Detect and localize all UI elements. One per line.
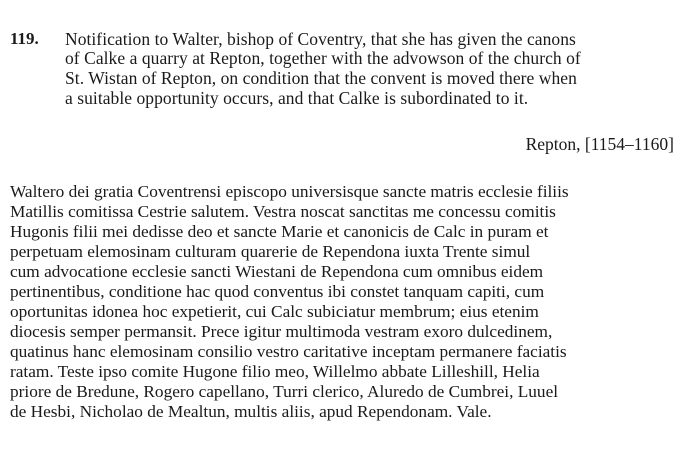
charter-line: Hugonis filii mei dedisse deo et sancte Marie et canonicis de Calc in puram et <box>10 222 549 241</box>
charter-line: diocesis semper permansit. Prece igitur multimoda vestram exoro dulcedinem, <box>10 322 553 341</box>
charter-line: priore de Bredune, Rogero capellano, Turri clerico, Aluredo de Cumbrei, Luuel <box>10 382 559 401</box>
charter-line: perpetuam elemosinam culturam quarerie de Rependona iuxta Trente simul <box>10 242 531 261</box>
charter-line: de Hesbi, Nicholao de Mealtun, multis aliis, apud Rependonam. Vale. <box>10 402 492 421</box>
dateline: Repton, [1154–1160] <box>525 134 674 154</box>
summary-line: a suitable opportunity occurs, and that Calke is subordinated to it. <box>65 88 529 108</box>
entry-number: 119. <box>10 29 39 48</box>
charter-line: pertinentibus, conditione hac quod conventus ibi constet tanquam capiti, cum <box>10 282 545 301</box>
charter-line: Waltero dei gratia Coventrensi episcopo universisque sancte matris ecclesie filiis <box>10 182 569 201</box>
summary-line: Notification to Walter, bishop of Coventry, that she has given the canons <box>65 29 576 49</box>
charter-line: cum advocatione ecclesie sancti Wiestani de Rependona cum omnibus eidem <box>10 262 544 281</box>
charter-line: quatinus hanc elemosinam consilio vestro caritative inceptam permanere faciatis <box>10 342 567 361</box>
summary-line: of Calke a quarry at Repton, together with the advowson of the church of <box>65 48 581 68</box>
charter-line: ratam. Teste ipso comite Hugone filio meo, Willelmo abbate Lilleshill, Helia <box>10 362 540 381</box>
charter-line: Matillis comitissa Cestrie salutem. Vestra noscat sanctitas me concessu comitis <box>10 202 556 221</box>
summary-line: St. Wistan of Repton, on condition that the convent is moved there when <box>65 68 577 88</box>
charter-line: oportunitas idonea hoc expetierit, cui Calc subiciatur membrum; eius etenim <box>10 302 539 321</box>
